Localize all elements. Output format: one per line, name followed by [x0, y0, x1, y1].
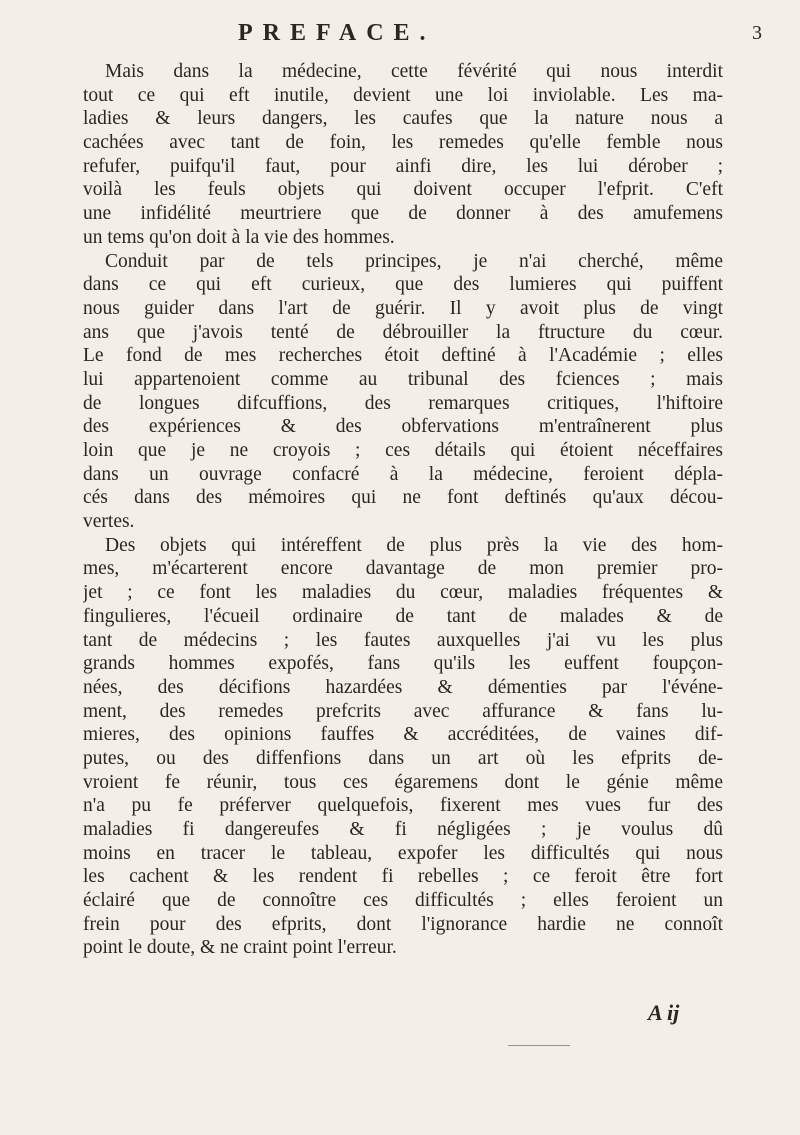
text-line: putes, ou des diffenfions dans un art où les efprits de- — [83, 747, 723, 769]
text-line: cachées avec tant de foin, les remedes qu'elle femble nous — [83, 132, 723, 154]
text-line: grands hommes expofés, fans qu'ils les euffent foupçon- — [83, 653, 723, 675]
text-line: Conduit par de tels principes, je n'ai cherché, même — [105, 250, 723, 272]
text-line: moins en tracer le tableau, expofer les difficultés qui nous — [83, 842, 723, 864]
text-line: dans ce qui eft curieux, que des lumieres qui puiffent — [83, 274, 723, 296]
text-line: point le doute, & ne craint point l'erreur. — [83, 937, 397, 959]
text-line: tant de médecins ; les fautes auxquelles j'ai vu les plus — [83, 629, 723, 651]
text-line: jet ; ce font les maladies du cœur, maladies fréquentes & — [83, 582, 723, 604]
decorative-rule — [508, 1045, 570, 1046]
text-line: ladies & leurs dangers, les caufes que la nature nous a — [83, 108, 723, 130]
text-line: un tems qu'on doit à la vie des hommes. — [83, 226, 395, 248]
text-line: Des objets qui intéreffent de plus près la vie des hom- — [105, 534, 723, 556]
text-line: Mais dans la médecine, cette févérité qui nous interdit — [105, 61, 723, 82]
text-line: n'a pu fe préferver quelquefois, fixerent mes vues fur des — [83, 795, 723, 817]
page-number: 3 — [752, 22, 762, 44]
text-line: tout ce qui eft inutile, devient une loi inviolable. Les ma- — [83, 84, 723, 106]
text-line: une infidélité meurtriere que de donner à des amufemens — [83, 203, 723, 225]
text-line: les cachent & les rendent fi rebelles ; ce feroit être fort — [83, 866, 723, 888]
text-line: mes, m'écarterent encore davantage de mon premier pro- — [83, 558, 723, 580]
text-line: fingulieres, l'écueil ordinaire de tant de malades & de — [83, 605, 723, 627]
text-line: dans un ouvrage confacré à la médecine, feroient dépla- — [83, 463, 723, 485]
body-text — [83, 60, 723, 960]
text-line: nées, des décifions hazardées & démenties par l'événe- — [83, 676, 723, 698]
text-line: maladies fi dangereufes & fi négligées ; je voulus dû — [83, 819, 723, 840]
running-head — [0, 14, 800, 50]
text-line: nous guider dans l'art de guérir. Il y avoit plus de vingt — [83, 297, 723, 319]
text-line: éclairé que de connoître ces difficultés ; elles feroient un — [83, 890, 723, 912]
text-line: cés dans des mémoires qui ne font deftinés qu'aux décou- — [83, 487, 723, 509]
text-line: mieres, des opinions fauffes & accréditées, de vaines dif- — [83, 724, 723, 746]
text-line: lui appartenoient comme au tribunal des fciences ; mais — [83, 368, 723, 390]
running-head-title: PREFACE. — [238, 20, 436, 46]
text-line: vertes. — [83, 511, 135, 533]
text-line: voilà les feuls objets qui doivent occuper l'efprit. C'eft — [83, 179, 723, 201]
text-line: frein pour des efprits, dont l'ignorance hardie ne connoît — [83, 913, 723, 935]
text-line: ment, des remedes prefcrits avec affurance & fans lu- — [83, 700, 723, 722]
text-line: refufer, puifqu'il faut, pour ainfi dire, les lui dérober ; — [83, 155, 723, 177]
text-line: loin que je ne croyois ; ces détails qui étoient néceffaires — [83, 440, 723, 461]
text-line: Le fond de mes recherches étoit deftiné à l'Académie ; elles — [83, 345, 723, 367]
text-line: ans que j'avois tenté de débrouiller la ftructure du cœur. — [83, 321, 723, 343]
text-line: de longues difcuffions, des remarques critiques, l'hiftoire — [83, 392, 723, 414]
text-line: vroient fe réunir, tous ces égaremens dont le génie même — [83, 771, 723, 793]
signature-mark: A ij — [648, 1000, 680, 1025]
text-line: des expériences & des obfervations m'entraînerent plus — [83, 416, 723, 438]
